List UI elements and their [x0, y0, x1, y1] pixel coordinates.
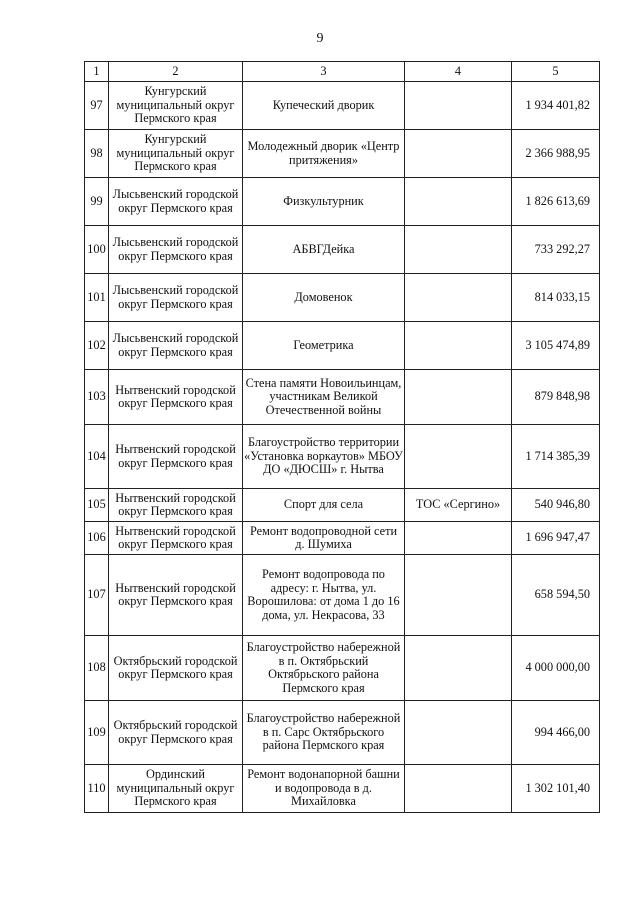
initiator-cell — [405, 765, 512, 813]
amount-cell: 1 934 401,82 — [512, 82, 600, 130]
table-header-row — [85, 62, 600, 82]
row-number-cell: 98 — [85, 130, 109, 178]
column-number-header-5: 5 — [512, 62, 600, 82]
row-number-cell: 103 — [85, 370, 109, 425]
initiator-cell — [405, 130, 512, 178]
table-row — [85, 522, 600, 555]
row-number-cell: 99 — [85, 178, 109, 226]
initiator-cell: ТОС «Сергино» — [405, 489, 512, 522]
municipality-cell: Нытвенский городской округ Пермского края — [109, 370, 243, 425]
project-name-cell: Стена памяти Новоильинцам, участникам Великой Отечественной войны — [243, 370, 405, 425]
table-row — [85, 226, 600, 274]
row-number-cell: 97 — [85, 82, 109, 130]
row-number-cell: 106 — [85, 522, 109, 555]
initiator-cell — [405, 522, 512, 555]
project-name-cell: Физкультурник — [243, 178, 405, 226]
amount-cell: 1 714 385,39 — [512, 425, 600, 489]
table-row — [85, 82, 600, 130]
project-name-cell: Ремонт водопроводной сети д. Шумиха — [243, 522, 405, 555]
municipality-cell: Нытвенский городской округ Пермского края — [109, 555, 243, 636]
project-name-cell: АБВГДейка — [243, 226, 405, 274]
row-number-cell: 109 — [85, 701, 109, 765]
project-name-cell: Благоустройство территории «Установка воркаутов» МБОУ ДО «ДЮСШ» г. Нытва — [243, 425, 405, 489]
table-row — [85, 322, 600, 370]
row-number-cell: 104 — [85, 425, 109, 489]
table-row — [85, 178, 600, 226]
table-row — [85, 425, 600, 489]
municipality-cell: Октябрьский городской округ Пермского края — [109, 701, 243, 765]
row-number-cell: 110 — [85, 765, 109, 813]
amount-cell: 540 946,80 — [512, 489, 600, 522]
municipality-cell: Нытвенский городской округ Пермского края — [109, 425, 243, 489]
projects-table — [84, 61, 600, 813]
municipality-cell: Лысьвенский городской округ Пермского края — [109, 322, 243, 370]
amount-cell: 1 826 613,69 — [512, 178, 600, 226]
initiator-cell — [405, 370, 512, 425]
amount-cell: 1 696 947,47 — [512, 522, 600, 555]
initiator-cell — [405, 701, 512, 765]
municipality-cell: Лысьвенский городской округ Пермского края — [109, 178, 243, 226]
amount-cell: 1 302 101,40 — [512, 765, 600, 813]
table-row — [85, 765, 600, 813]
municipality-cell: Лысьвенский городской округ Пермского края — [109, 274, 243, 322]
initiator-cell — [405, 82, 512, 130]
amount-cell: 814 033,15 — [512, 274, 600, 322]
amount-cell: 2 366 988,95 — [512, 130, 600, 178]
column-number-header-1: 1 — [85, 62, 109, 82]
municipality-cell: Октябрьский городской округ Пермского края — [109, 636, 243, 701]
row-number-cell: 107 — [85, 555, 109, 636]
table-row — [85, 130, 600, 178]
municipality-cell: Лысьвенский городской округ Пермского края — [109, 226, 243, 274]
amount-cell: 733 292,27 — [512, 226, 600, 274]
row-number-cell: 102 — [85, 322, 109, 370]
project-name-cell: Благоустройство набережной в п. Сарс Октябрьского района Пермского края — [243, 701, 405, 765]
project-name-cell: Геометрика — [243, 322, 405, 370]
column-number-header-2: 2 — [109, 62, 243, 82]
project-name-cell: Благоустройство набережной в п. Октябрьский Октябрьского района Пермского края — [243, 636, 405, 701]
initiator-cell — [405, 425, 512, 489]
project-name-cell: Молодежный дворик «Центр притяжения» — [243, 130, 405, 178]
table-row — [85, 274, 600, 322]
municipality-cell: Нытвенский городской округ Пермского края — [109, 522, 243, 555]
amount-cell: 994 466,00 — [512, 701, 600, 765]
project-name-cell: Купеческий дворик — [243, 82, 405, 130]
column-number-header-3: 3 — [243, 62, 405, 82]
initiator-cell — [405, 226, 512, 274]
project-name-cell: Ремонт водопровода по адресу: г. Нытва, ул. Ворошилова: от дома 1 до 16 дома, ул. Некрасова, 33 — [243, 555, 405, 636]
row-number-cell: 101 — [85, 274, 109, 322]
table-row — [85, 370, 600, 425]
municipality-cell: Кунгурский муниципальный округ Пермского края — [109, 130, 243, 178]
municipality-cell: Ординский муниципальный округ Пермского края — [109, 765, 243, 813]
row-number-cell: 100 — [85, 226, 109, 274]
table-row — [85, 701, 600, 765]
municipality-cell: Кунгурский муниципальный округ Пермского края — [109, 82, 243, 130]
column-number-header-4: 4 — [405, 62, 512, 82]
amount-cell: 4 000 000,00 — [512, 636, 600, 701]
initiator-cell — [405, 322, 512, 370]
initiator-cell — [405, 178, 512, 226]
initiator-cell — [405, 636, 512, 701]
row-number-cell: 108 — [85, 636, 109, 701]
municipality-cell: Нытвенский городской округ Пермского края — [109, 489, 243, 522]
table-row — [85, 636, 600, 701]
project-name-cell: Домовенок — [243, 274, 405, 322]
amount-cell: 879 848,98 — [512, 370, 600, 425]
table-row — [85, 489, 600, 522]
page-number: 9 — [316, 31, 324, 46]
row-number-cell: 105 — [85, 489, 109, 522]
amount-cell: 658 594,50 — [512, 555, 600, 636]
initiator-cell — [405, 555, 512, 636]
project-name-cell: Спорт для села — [243, 489, 405, 522]
project-name-cell: Ремонт водонапорной башни и водопровода в д. Михайловка — [243, 765, 405, 813]
amount-cell: 3 105 474,89 — [512, 322, 600, 370]
initiator-cell — [405, 274, 512, 322]
table-row — [85, 555, 600, 636]
